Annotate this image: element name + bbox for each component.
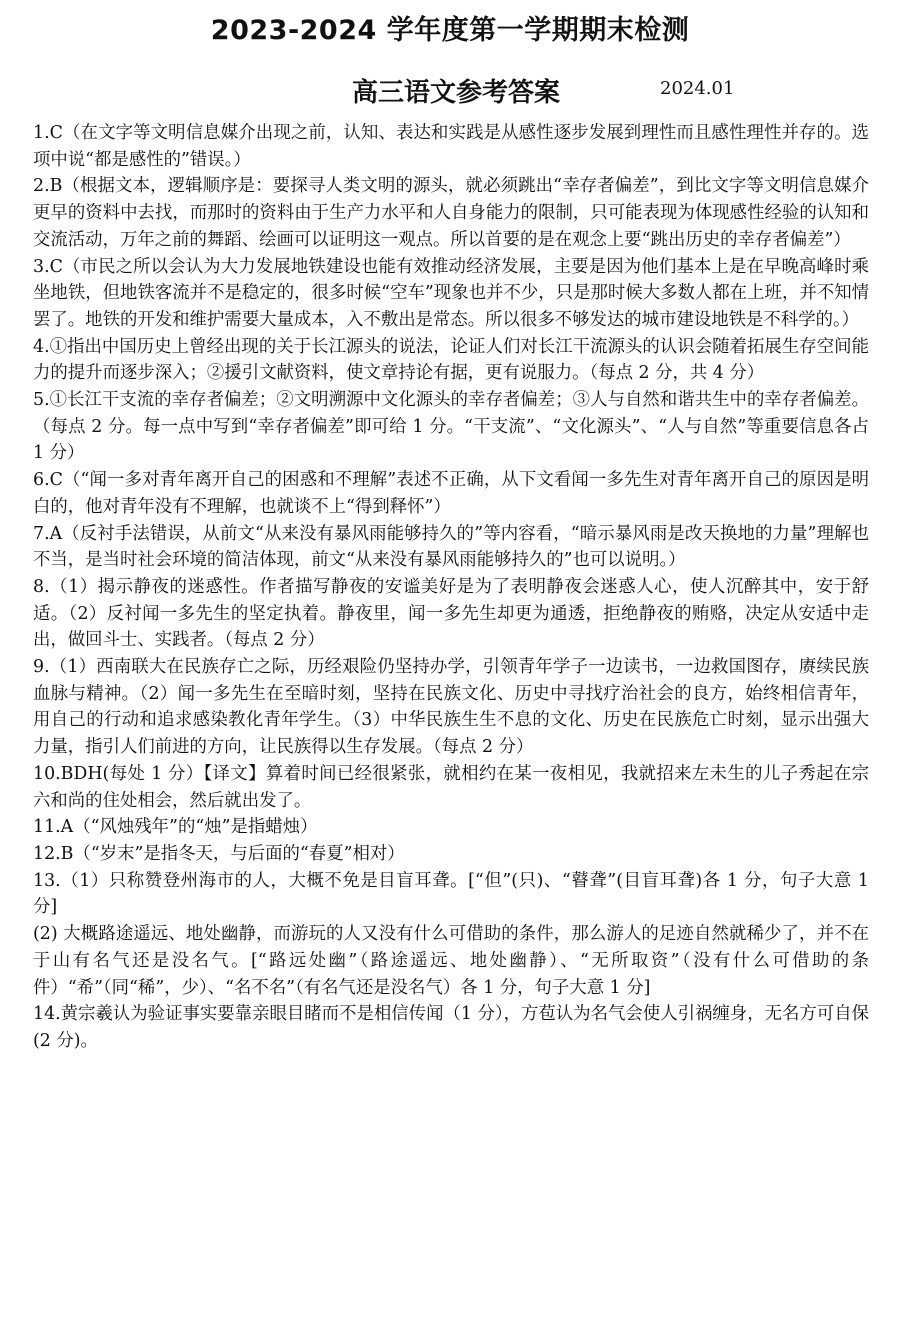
document-subtitle: 高三语文参考答案 (352, 78, 561, 108)
answer-7: 7.A（反衬手法错误，从前文“从来没有暴风雨能够持久的”等内容看，“暗示暴风雨是改天换地的力量”理解也不当，是当时社会环境的简洁体现，前文“从来没有暴风雨能够持久的”也可以说明。） (33, 523, 869, 571)
answer-2: 2.B（根据文本，逻辑顺序是：要探寻人类文明的源头，就必须跳出“幸存者偏差”，到比文字等文明信息媒介更早的资料中去找，而那时的资料由于生产力水平和人自身能力的限制，只可能表现为体现感性经验的认知和交流活动，万年之前的舞蹈、绘画可以证明这一观点。所以首要的是在观念上要“跳出历史的幸存者偏差”） (33, 176, 869, 250)
document-title: 2023-2024 学年度第一学期期末检测 (210, 15, 690, 46)
answer-1: 1.C（在文字等文明信息媒介出现之前，认知、表达和实践是从感性逐步发展到理性而且感性理性并存的。选项中说“都是感性的”错误。） (33, 123, 869, 170)
answer-list (33, 120, 869, 1055)
answer-13-part-2: (2) 大概路途遥远、地处幽静，而游玩的人又没有什么可借助的条件，那么游人的足迹自然就稀少了，并不在于山有名气还是没名气。[“路远处幽”（路途遥远、地处幽静）、“无所取资”（没有什么可借助的条件）“希”（同“稀”，少）、“名不名”（有名气还是没名气）各 1 分，句子大意 1 分] (33, 924, 869, 998)
answer-6: 6.C（“闻一多对青年离开自己的困惑和不理解”表述不正确，从下文看闻一多先生对青年离开自己的原因是明白的，他对青年没有不理解，也就谈不上“得到释怀”） (33, 470, 869, 517)
answer-12: 12.B（“岁末”是指冬天，与后面的“春夏”相对） (33, 843, 405, 864)
document-date: 2024.01 (660, 78, 735, 99)
answer-8: 8.（1）揭示静夜的迷惑性。作者描写静夜的安谧美好是为了表明静夜会迷惑人心，使人沉醉其中，安于舒适。（2）反衬闻一多先生的坚定执着。静夜里，闻一多先生却更为通透，拒绝静夜的贿赂，决定从安适中走出，做回斗士、实践者。（每点 2 分） (33, 576, 869, 651)
subtitle-row (0, 72, 900, 108)
answer-9: 9.（1）西南联大在民族存亡之际，历经艰险仍坚持办学，引领青年学子一边读书，一边救国图存，赓续民族血脉与精神。（2）闻一多先生在至暗时刻，坚持在民族文化、历史中寻找疗治社会的良方，始终相信青年，用自己的行动和追求感染教化青年学生。（3）中华民族生生不息的文化、历史在民族危亡时刻，显示出强大力量，指引人们前进的方向，让民族得以生存发展。（每点 2 分） (33, 657, 869, 758)
answer-14: 14.黄宗羲认为验证事实要靠亲眼目睹而不是相信传闻（1 分），方苞认为名气会使人引祸缠身，无名方可自保(2 分)。 (33, 1004, 869, 1051)
answer-10: 10.BDH(每处 1 分）【译文】算着时间已经很紧张，就相约在某一夜相见，我就招来左未生的儿子秀起在宗六和尚的住处相会，然后就出发了。 (33, 763, 869, 811)
answer-3: 3.C（市民之所以会认为大力发展地铁建设也能有效推动经济发展，主要是因为他们基本上是在早晚高峰时乘坐地铁，但地铁客流并不是稳定的，很多时候“空车”现象也并不少，只是那时候大多数人都在上班，并不知情罢了。地铁的开发和维护需要大量成本，入不敷出是常态。所以很多不够发达的城市建设地铁是不科学的。） (33, 256, 869, 330)
answer-13-part-1: 13.（1）只称赞登州海市的人，大概不免是目盲耳聋。[“但”(只)、“瞽聋”(目盲耳聋)各 1 分，句子大意 1 分] (33, 870, 869, 918)
answer-5: 5.①长江干支流的幸存者偏差；②文明溯源中文化源头的幸存者偏差；③人与自然和谐共生中的幸存者偏差。（每点 2 分。每一点中写到“幸存者偏差”即可给 1 分。“干支流”、“文化源头”、“人与自然”等重要信息各占 1 分） (33, 390, 869, 464)
answer-4: 4.①指出中国历史上曾经出现的关于长江源头的说法，论证人们对长江干流源头的认识会随着拓展生存空间能力的提升而逐步深入；②援引文献资料，使文章持论有据，更有说服力。（每点 2 分，共 4 分） (33, 336, 869, 384)
answer-11: 11.A（“风烛残年”的“烛”是指蜡烛） (33, 817, 318, 838)
